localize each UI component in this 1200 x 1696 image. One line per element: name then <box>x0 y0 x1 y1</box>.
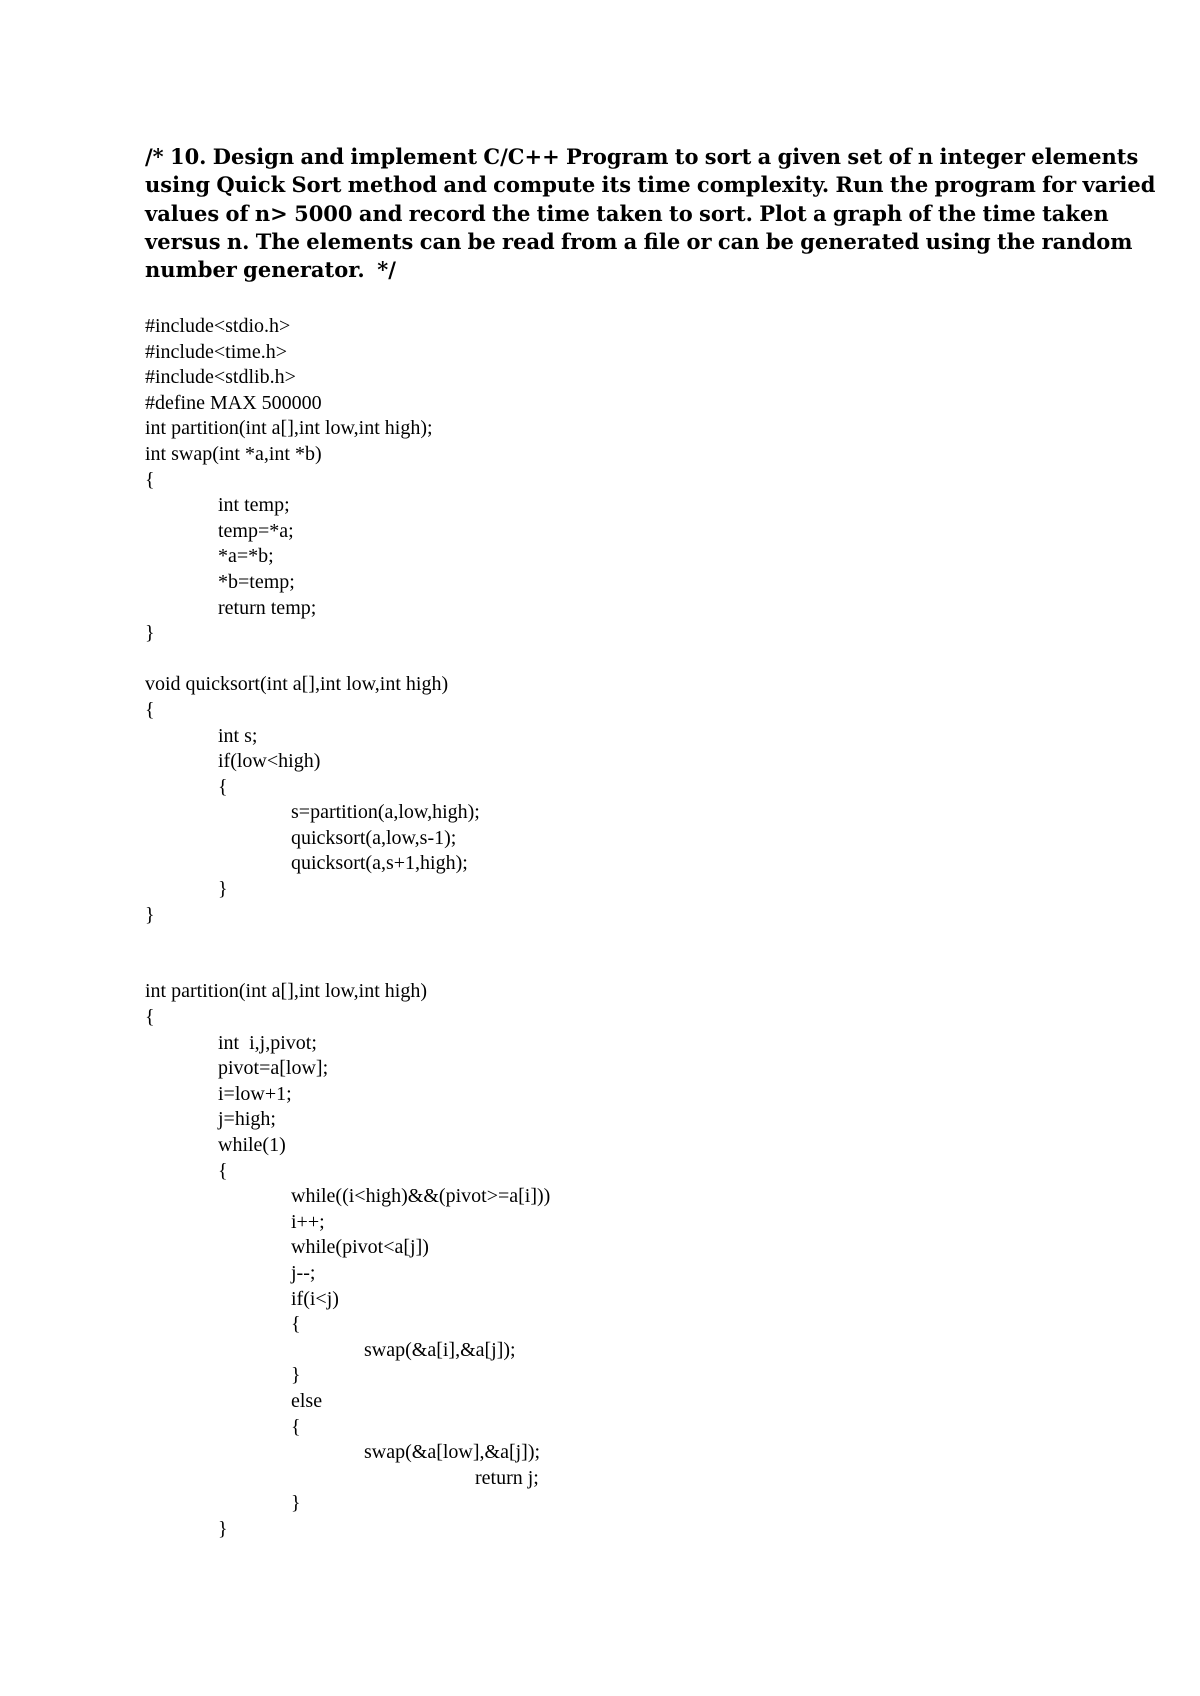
code-line: } <box>218 1517 228 1540</box>
problem-statement-line: versus n. The elements can be read from a file or can be generated using the random <box>145 228 1133 254</box>
code-line: } <box>145 903 155 926</box>
code-line: int partition(int a[],int low,int high) <box>145 980 427 1003</box>
code-line: } <box>291 1492 301 1515</box>
problem-statement-line: /* 10. Design and implement C/C++ Program to sort a given set of n integer elements <box>145 144 1139 169</box>
code-line: { <box>145 468 155 491</box>
code-line: int s; <box>218 724 258 747</box>
code-line: int swap(int *a,int *b) <box>145 442 322 465</box>
code-line: while(pivot<a[j]) <box>291 1236 429 1259</box>
code-line: i++; <box>291 1210 325 1233</box>
code-line: pivot=a[low]; <box>218 1057 329 1080</box>
code-line: { <box>218 1159 228 1182</box>
problem-statement-line: using Quick Sort method and compute its time complexity. Run the program for varied <box>145 172 1156 198</box>
code-line: swap(&a[i],&a[j]); <box>364 1338 516 1361</box>
code-line: #include<time.h> <box>145 340 287 363</box>
blank-code-line <box>145 954 550 980</box>
code-line: while((i<high)&&(pivot>=a[i])) <box>291 1185 551 1208</box>
code-line: j=high; <box>218 1108 276 1131</box>
code-line: { <box>291 1415 301 1438</box>
problem-statement <box>145 143 1156 284</box>
blank-code-line <box>145 647 550 673</box>
code-line: if(i<j) <box>291 1287 339 1310</box>
code-line: } <box>145 622 155 645</box>
code-line: *a=*b; <box>218 545 274 568</box>
code-line: while(1) <box>218 1134 286 1156</box>
code-line: { <box>145 1006 155 1029</box>
code-line: return temp; <box>218 596 317 619</box>
code-line: int i,j,pivot; <box>218 1031 317 1054</box>
code-line: if(low<high) <box>218 750 321 773</box>
code-line: #define MAX 500000 <box>145 391 322 414</box>
code-line: { <box>218 775 228 798</box>
code-line: swap(&a[low],&a[j]); <box>364 1441 541 1464</box>
code-line: void quicksort(int a[],int low,int high) <box>145 673 449 696</box>
problem-statement-line: number generator. */ <box>145 257 396 283</box>
code-line: j--; <box>291 1261 316 1284</box>
code-line: quicksort(a,low,s-1); <box>291 826 457 849</box>
problem-statement-line: values of n> 5000 and record the time taken to sort. Plot a graph of the time taken <box>145 200 1109 226</box>
code-line: #include<stdlib.h> <box>145 366 296 389</box>
code-line: #include<stdio.h> <box>145 315 291 337</box>
code-line: quicksort(a,s+1,high); <box>291 852 468 875</box>
code-listing <box>145 314 550 1543</box>
code-line: int temp; <box>218 494 290 517</box>
code-line: { <box>145 698 155 721</box>
blank-code-line <box>145 928 550 954</box>
code-line: { <box>291 1313 301 1336</box>
code-line: i=low+1; <box>218 1082 292 1105</box>
code-line: else <box>291 1389 323 1412</box>
code-line: return j; <box>475 1466 539 1489</box>
code-line: int partition(int a[],int low,int high); <box>145 417 433 440</box>
code-line: temp=*a; <box>218 519 294 542</box>
code-line: s=partition(a,low,high); <box>291 801 480 824</box>
code-line: } <box>291 1364 301 1387</box>
code-line: *b=temp; <box>218 570 295 593</box>
code-line: } <box>218 878 228 901</box>
